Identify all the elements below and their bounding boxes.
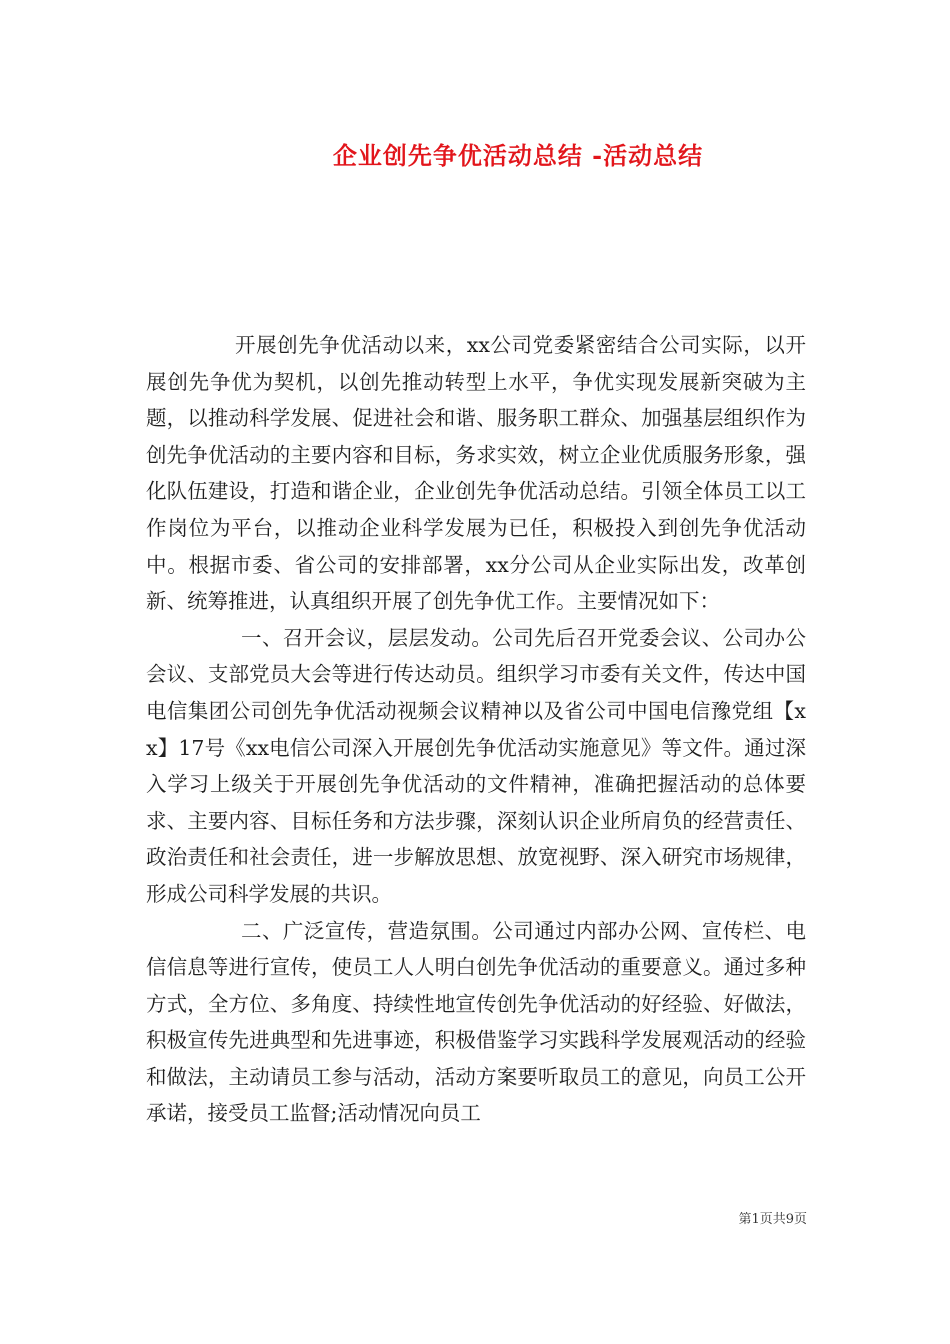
page-number: 第1页共9页 xyxy=(738,1212,807,1227)
paragraph-section-1: 一、召开会议，层层发动。公司先后召开党委会议、公司办公会议、支部党员大会等进行传达动员。组织学习市委有关文件，传达中国电信集团公司创先争优活动视频会议精神以及省公司中国电信豫党组【xx】17号《xx电信公司深入开展创先争优活动实施意见》等文件。通过深入学习上级关于开展创先争优活动的文件精神，准确把握活动的总体要求、主要内容、目标任务和方法步骤，深刻认识企业所肩负的经营责任、政治责任和社会责任，进一步解放思想、放宽视野、深入研究市场规律，形成公司科学发展的共识。 xyxy=(146,625,806,906)
document-title: 企业创先争优活动总结 -活动总结 xyxy=(332,141,704,170)
document-body xyxy=(146,327,806,1132)
paragraph-intro: 开展创先争优活动以来，xx公司党委紧密结合公司实际，以开展创先争优为契机，以创先推动转型上水平，争优实现发展新突破为主题，以推动科学发展、促进社会和谐、服务职工群众、加强基层组织作为创先争优活动的主要内容和目标，务求实效，树立企业优质服务形象，强化队伍建设，打造和谐企业，企业创先争优活动总结。引领全体员工以工作岗位为平台，以推动企业科学发展为已任，积极投入到创先争优活动中。根据市委、省公司的安排部署，xx分公司从企业实际出发，改革创新、统筹推进，认真组织开展了创先争优工作。主要情况如下： xyxy=(146,333,806,614)
paragraph-section-2: 二、广泛宣传，营造氛围。公司通过内部办公网、宣传栏、电信信息等进行宣传，使员工人人明白创先争优活动的重要意义。通过多种方式，全方位、多角度、持续性地宣传创先争优活动的好经验、好做法，积极宣传先进典型和先进事迹，积极借鉴学习实践科学发展观活动的经验和做法，主动请员工参与活动，活动方案要听取员工的意见，向员工公开承诺，接受员工监督;活动情况向员工 xyxy=(146,918,806,1126)
